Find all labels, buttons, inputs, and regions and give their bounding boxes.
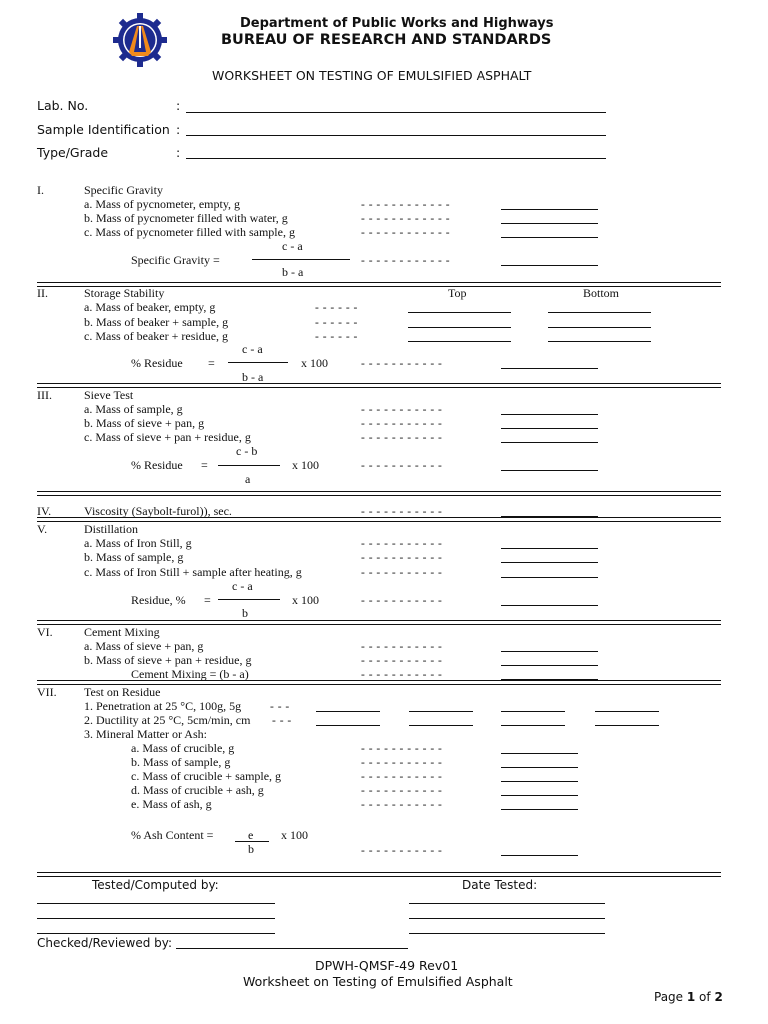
tested-by-field[interactable] [37,933,275,934]
result-field[interactable] [501,470,598,471]
dash-leader: - - - [270,701,290,713]
fraction-bar [218,599,280,600]
item-label: a. Mass of beaker, empty, g [84,300,216,314]
item-label: c. Mass of beaker + residue, g [84,329,229,343]
answer-field[interactable] [501,414,598,415]
formula-denominator: b [242,606,248,620]
dash-leader: - - - - - - - - - - - [361,432,443,444]
section-number: I. [37,183,44,197]
dash-leader: - - - - - - - - - - - [361,552,443,564]
formula-equals: = [208,356,215,370]
section-title: Test on Residue [84,685,161,699]
formula-denominator: b [248,842,254,856]
dash-leader: - - - - - - - - - - - [361,845,443,857]
answer-field[interactable] [501,442,598,443]
page-prefix: Page [654,990,687,1004]
section-number: II. [37,286,48,300]
subitem-label: d. Mass of crucible + ash, g [131,783,264,797]
tested-by-label: Tested/Computed by: [92,878,219,892]
penetration-field[interactable] [501,711,565,712]
formula-denominator: b - a [282,265,304,279]
column-header-bottom: Bottom [583,286,620,300]
sample-id-field[interactable] [186,135,606,136]
bottom-field[interactable] [548,327,651,328]
fraction-bar [228,362,288,363]
subitem-label: b. Mass of sample, g [131,755,231,769]
sample-id-label: Sample Identification [37,122,170,137]
page-total: 2 [714,990,723,1004]
info-colon: : [176,122,181,137]
item-label: c. Mass of Iron Still + sample after heating, g [84,565,302,579]
answer-field[interactable] [501,767,578,768]
answer-field[interactable] [501,665,598,666]
lab-no-field[interactable] [186,112,606,113]
dash-leader: - - - - - - - - - - - [361,669,443,681]
top-field[interactable] [408,327,511,328]
dash-leader: - - - - - - - - - - - [361,418,443,430]
formula-multiplier: x 100 [292,458,319,472]
dash-leader: - - - - - - - - - - - [361,595,443,607]
dash-leader: - - - - - - - - - - - [361,757,443,769]
dash-leader: - - - - - - - - - - - [361,799,443,811]
penetration-field[interactable] [595,711,659,712]
type-grade-label: Type/Grade [37,145,109,160]
lab-no-label: Lab. No. [37,98,89,113]
department-name: Department of Public Works and Highways [240,16,554,31]
formula-numerator: c - a [282,239,303,253]
answer-field[interactable] [501,577,598,578]
answer-field[interactable] [501,795,578,796]
page-indicator [654,990,723,1004]
item-label: b. Mass of sample, g [84,550,184,564]
fraction-bar [252,259,350,260]
dash-leader: - - - - - - - - - - - [361,404,443,416]
type-grade-field[interactable] [186,158,606,159]
section-title: Specific Gravity [84,183,163,197]
formula-numerator: c - a [242,342,263,356]
answer-field[interactable] [501,209,598,210]
top-field[interactable] [408,341,511,342]
dash-leader: - - - - - - [315,317,358,329]
section-number: VI. [37,625,53,639]
top-field[interactable] [408,312,511,313]
section-number: III. [37,388,52,402]
result-field[interactable] [501,855,578,856]
answer-field[interactable] [501,753,578,754]
item-label: 2. Ductility at 25 °C, 5cm/min, cm [84,713,251,727]
item-label: b. Mass of sieve + pan + residue, g [84,653,252,667]
dash-leader: - - - - - - - - - - - [361,358,443,370]
page-number: 1 [686,990,696,1004]
subitem-label: e. Mass of ash, g [131,797,212,811]
dash-leader: - - - [272,715,292,727]
answer-field[interactable] [501,809,578,810]
tested-by-field[interactable] [37,918,275,919]
section-number: VII. [37,685,57,699]
cement-mixing-formula: Cement Mixing = (b - a) [131,667,249,681]
section-title: Storage Stability [84,286,165,300]
dash-leader: - - - - - - - - - - - [361,460,443,472]
item-label: 1. Penetration at 25 °C, 100g, 5g [84,699,242,713]
section-divider [37,383,721,388]
formula-multiplier: x 100 [301,356,328,370]
checked-by-label: Checked/Reviewed by: [37,936,173,950]
section-title: Sieve Test [84,388,134,402]
answer-field[interactable] [501,651,598,652]
dash-leader: - - - - - - - - - - - [361,641,443,653]
dash-leader: - - - - - - - - - - - [361,771,443,783]
item-label: b. Mass of pycnometer filled with water, g [84,211,288,225]
fraction-bar [218,465,280,466]
ductility-field[interactable] [501,725,565,726]
result-field[interactable] [501,265,598,266]
item-label: a. Mass of sieve + pan, g [84,639,204,653]
section-number: V. [37,522,48,536]
bottom-field[interactable] [548,341,651,342]
dash-leader: - - - - - - - - - - - - [361,255,451,267]
formula-multiplier: x 100 [281,828,308,842]
info-colon: : [176,145,181,160]
subitem-label: c. Mass of crucible + sample, g [131,769,282,783]
item-label: 3. Mineral Matter or Ash: [84,727,207,741]
answer-field[interactable] [501,548,598,549]
item-label: c. Mass of pycnometer filled with sample, g [84,225,295,239]
result-field[interactable] [501,605,598,606]
section-title: Cement Mixing [84,625,160,639]
section-divider [37,517,721,522]
dash-leader: - - - - - - - - - - - - [361,199,451,211]
dash-leader: - - - - - - - - - - - [361,538,443,550]
answer-field[interactable] [501,781,578,782]
page-of: of [695,990,715,1004]
section-title: Viscosity (Saybolt-furol)), sec. [84,504,232,518]
info-colon: : [176,98,181,113]
formula-denominator: a [245,472,251,486]
formula-denominator: b - a [242,370,264,384]
dash-leader: - - - - - - - - - - - [361,743,443,755]
date-tested-field[interactable] [409,918,605,919]
dash-leader: - - - - - - [315,331,358,343]
worksheet-title: WORKSHEET ON TESTING OF EMULSIFIED ASPHALT [212,68,532,83]
formula-numerator: c - b [236,444,258,458]
penetration-field[interactable] [409,711,473,712]
checked-by-field[interactable] [176,948,408,949]
formula-label: Specific Gravity = [131,253,220,267]
section-divider [37,872,721,877]
section-number: IV. [37,504,52,518]
result-field[interactable] [501,368,598,369]
answer-field[interactable] [501,237,598,238]
dash-leader: - - - - - - - - - - - - [361,227,451,239]
formula-numerator: c - a [232,579,253,593]
bureau-name: BUREAU OF RESEARCH AND STANDARDS [221,32,552,48]
formula-label: % Ash Content = [131,828,214,842]
column-header-top: Top [448,286,467,300]
item-label: b. Mass of beaker + sample, g [84,315,229,329]
item-label: a. Mass of pycnometer, empty, g [84,197,241,211]
date-tested-field[interactable] [409,933,605,934]
formula-label: Residue, % [131,593,186,607]
answer-field[interactable] [501,223,598,224]
ductility-field[interactable] [409,725,473,726]
item-label: a. Mass of sample, g [84,402,183,416]
formula-numerator: e [248,828,254,842]
penetration-field[interactable] [316,711,380,712]
formula-label: % Residue [131,356,183,370]
subitem-label: a. Mass of crucible, g [131,741,235,755]
ductility-field[interactable] [595,725,659,726]
ductility-field[interactable] [316,725,380,726]
section-divider [37,491,721,496]
answer-field[interactable] [501,428,598,429]
item-label: b. Mass of sieve + pan, g [84,416,205,430]
dash-leader: - - - - - - - - - - - [361,655,443,667]
dash-leader: - - - - - - [315,302,358,314]
section-title: Distillation [84,522,138,536]
dpwh-seal-icon [112,12,168,68]
dash-leader: - - - - - - - - - - - [361,567,443,579]
date-tested-field[interactable] [409,903,605,904]
bottom-field[interactable] [548,312,651,313]
item-label: a. Mass of Iron Still, g [84,536,192,550]
dash-leader: - - - - - - - - - - - [361,506,443,518]
dash-leader: - - - - - - - - - - - [361,785,443,797]
form-code: DPWH-QMSF-49 Rev01 [315,958,459,973]
dpwh-logo [112,12,168,68]
item-label: c. Mass of sieve + pan + residue, g [84,430,251,444]
formula-label: % Residue [131,458,183,472]
date-tested-label: Date Tested: [462,878,538,892]
form-name: Worksheet on Testing of Emulsified Asphalt [243,974,513,989]
formula-equals: = [204,593,211,607]
formula-equals: = [201,458,208,472]
answer-field[interactable] [501,562,598,563]
dash-leader: - - - - - - - - - - - - [361,213,451,225]
formula-multiplier: x 100 [292,593,319,607]
tested-by-field[interactable] [37,903,275,904]
